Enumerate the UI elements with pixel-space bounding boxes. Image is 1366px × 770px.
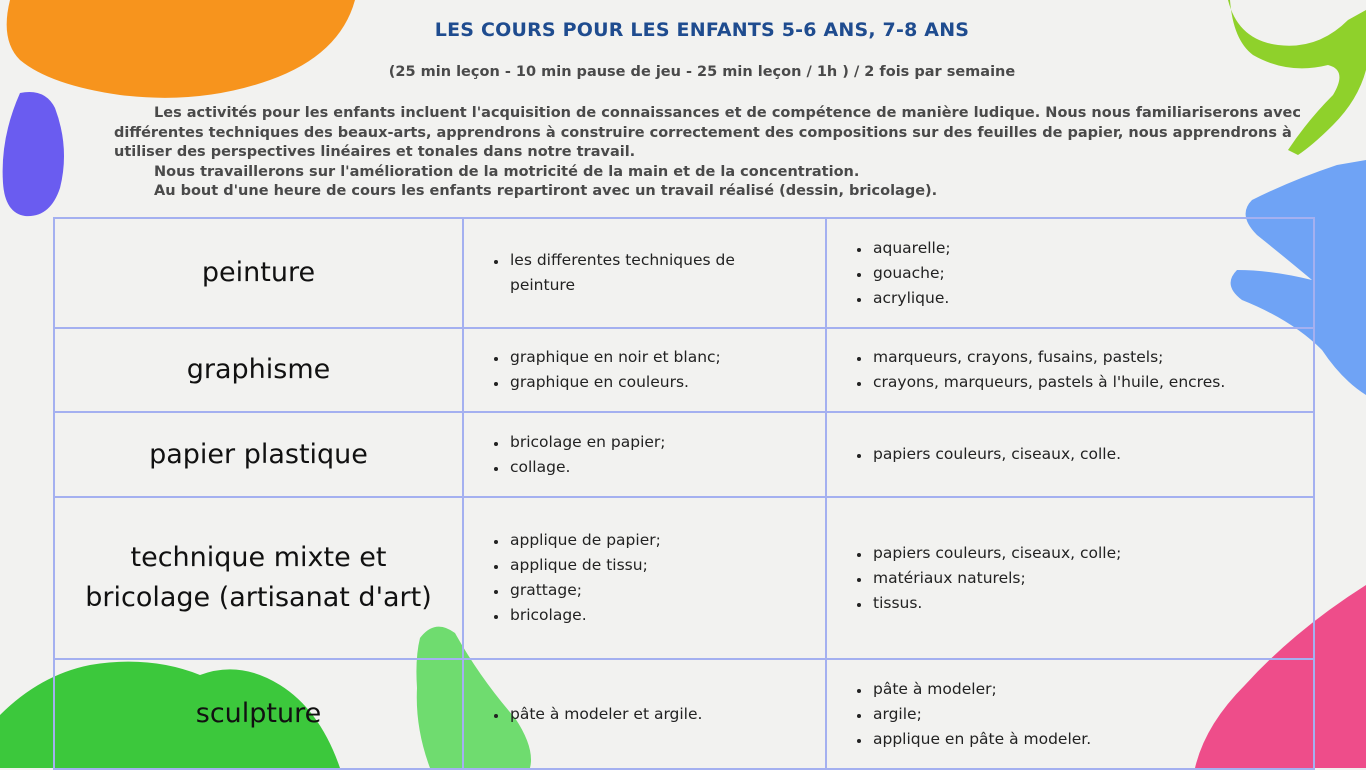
techniques-list [464, 345, 825, 395]
list-item: • pâte à modeler; [871, 677, 1313, 702]
page-title: LES COURS POUR LES ENFANTS 5-6 ANS, 7-8 ANS [434, 19, 970, 41]
table-row [54, 497, 1314, 659]
list-item: • argile; [871, 702, 1313, 727]
course-name: peinture [54, 218, 463, 328]
techniques-list [464, 430, 825, 480]
list-item: • bricolage. [508, 603, 825, 628]
list-item: • papiers couleurs, ciseaux, colle; [871, 541, 1313, 566]
list-item: • applique de tissu; [508, 553, 825, 578]
table-row [54, 659, 1314, 769]
list-item: • les differentes techniques de peinture [508, 248, 825, 298]
techniques-list [464, 528, 825, 628]
materials-list [827, 677, 1313, 752]
materials-cell [826, 218, 1314, 328]
intro-paragraph: Les activités pour les enfants incluent l'acquisition de connaissances et de compétence de manière ludique. Nous nous familiariserons avec différentes techniques des beaux-arts, apprendrons à construire correctement des compositions sur des feuilles de papier, nous apprendrons à utiliser des perspectives linéaires et tonales dans notre travail. [114, 105, 1301, 160]
materials-cell [826, 497, 1314, 659]
intro-paragraph: Nous travaillerons sur l'amélioration de la motricité de la main et de la concentration. [154, 163, 860, 180]
materials-cell [826, 328, 1314, 412]
materials-cell [826, 659, 1314, 769]
techniques-cell [463, 218, 826, 328]
techniques-list [464, 702, 825, 727]
list-item: • matériaux naturels; [871, 566, 1313, 591]
courses-table [53, 217, 1315, 770]
table-row [54, 412, 1314, 497]
list-item: • applique en pâte à modeler. [871, 727, 1313, 752]
intro-text [114, 104, 1304, 202]
table-row [54, 218, 1314, 328]
list-item: • papiers couleurs, ciseaux, colle. [871, 442, 1313, 467]
list-item: • grattage; [508, 578, 825, 603]
course-name: sculpture [54, 659, 463, 769]
list-item: • applique de papier; [508, 528, 825, 553]
techniques-cell [463, 328, 826, 412]
materials-list [827, 345, 1313, 395]
techniques-cell [463, 659, 826, 769]
techniques-cell [463, 497, 826, 659]
list-item: • collage. [508, 455, 825, 480]
course-name: technique mixte et bricolage (artisanat d'art) [54, 497, 463, 659]
list-item: • tissus. [871, 591, 1313, 616]
list-item: • marqueurs, crayons, fusains, pastels; [871, 345, 1313, 370]
techniques-list [464, 248, 825, 298]
schedule-info: (25 min leçon - 10 min pause de jeu - 25 min leçon / 1h ) / 2 fois par semaine [388, 64, 1016, 80]
list-item: • crayons, marqueurs, pastels à l'huile, encres. [871, 370, 1313, 395]
course-name: graphisme [54, 328, 463, 412]
course-name: papier plastique [54, 412, 463, 497]
materials-list [827, 541, 1313, 616]
techniques-cell [463, 412, 826, 497]
table-row [54, 328, 1314, 412]
intro-paragraph: Au bout d'une heure de cours les enfants repartiront avec un travail réalisé (dessin, bricolage). [154, 183, 938, 199]
materials-cell [826, 412, 1314, 497]
list-item: • gouache; [871, 261, 1313, 286]
list-item: • graphique en couleurs. [508, 370, 825, 395]
materials-list [827, 442, 1313, 467]
list-item: • pâte à modeler et argile. [508, 702, 825, 727]
list-item: • graphique en noir et blanc; [508, 345, 825, 370]
list-item: • bricolage en papier; [508, 430, 825, 455]
list-item: • aquarelle; [871, 236, 1313, 261]
materials-list [827, 236, 1313, 311]
list-item: • acrylique. [871, 286, 1313, 311]
